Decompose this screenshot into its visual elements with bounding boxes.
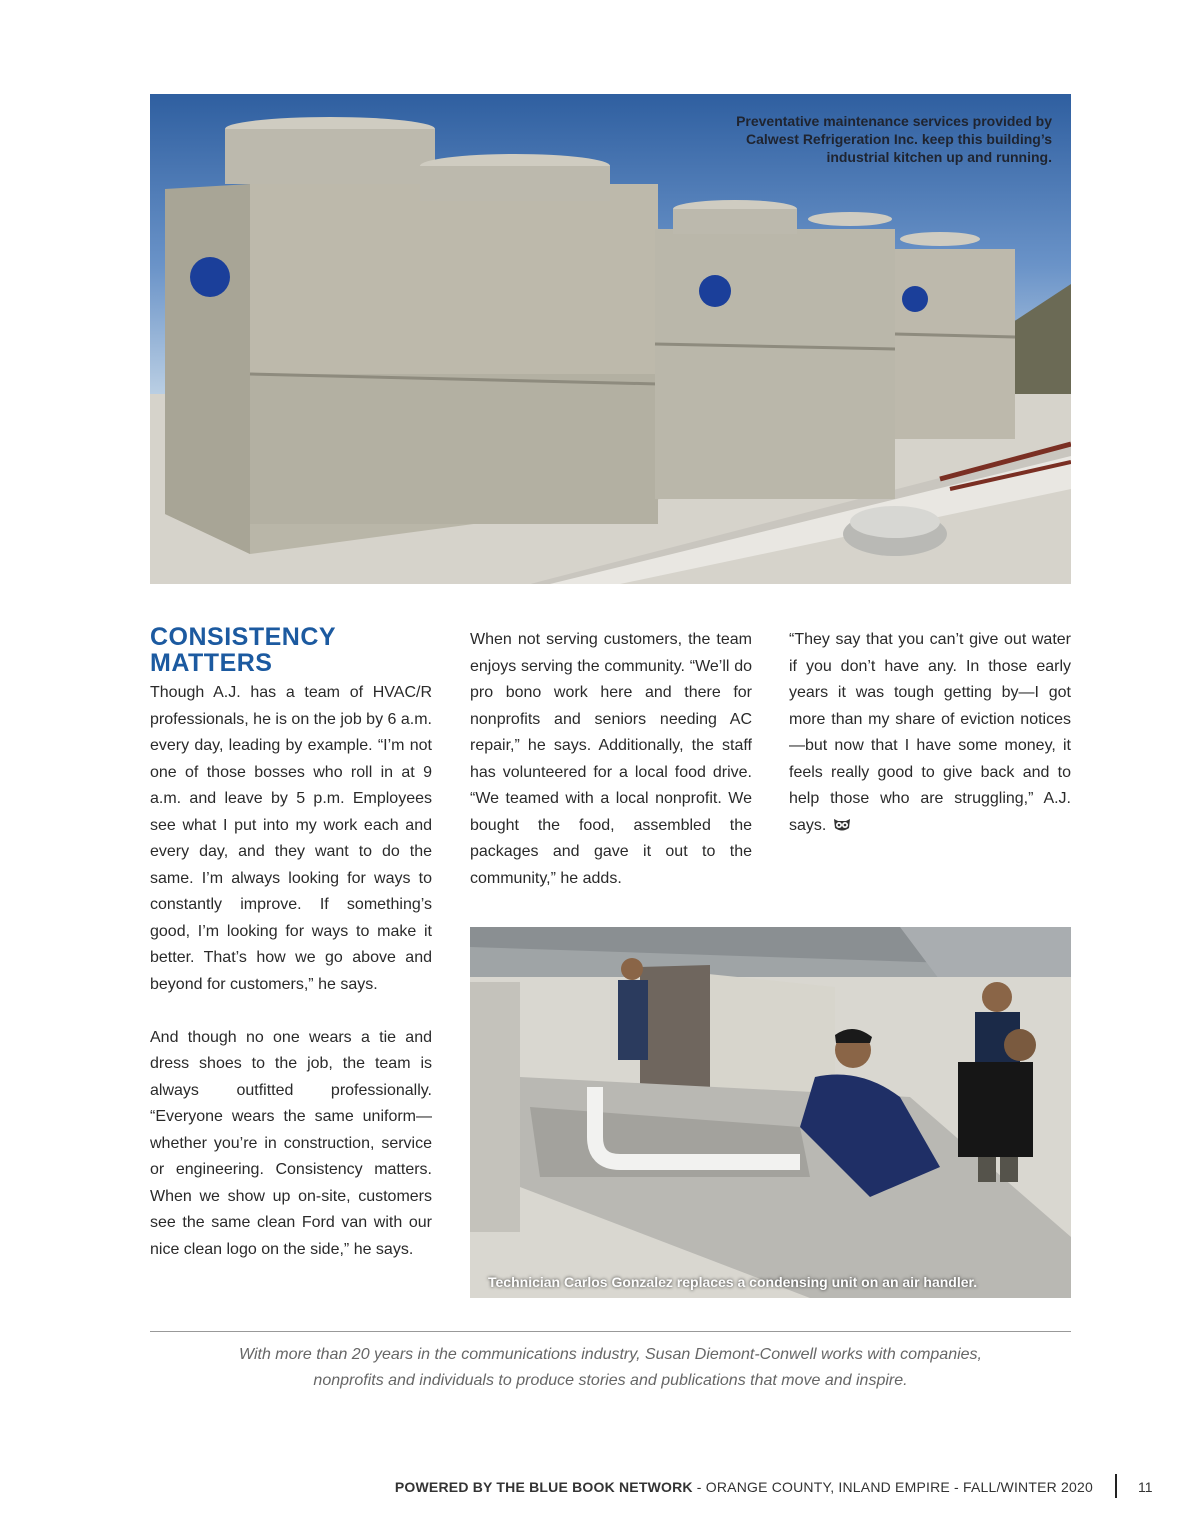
owl-end-mark-icon xyxy=(832,816,852,832)
article-column-1 xyxy=(150,680,432,1263)
footer-edition: - ORANGE COUNTY, INLAND EMPIRE - FALL/WINTER 2020 xyxy=(692,1479,1093,1495)
author-bio xyxy=(150,1342,1071,1394)
paragraph: Though A.J. has a team of HVAC/R professionals, he is on the job by 6 a.m. every day, leading by example. “I’m not one of those bosses who roll in at 9 a.m. and leave by 5 p.m. Employees see what I put into my work each and every day, and they want to do the same. I’m always looking for ways to constantly improve. If something’s good, I’m looking for ways to make it better. That’s how we go above and beyond for customers,” he says. xyxy=(150,684,432,993)
bottom-photo-caption: Technician Carlos Gonzalez replaces a condensing unit on an air handler. xyxy=(488,1274,978,1290)
cooling-towers-illustration xyxy=(150,94,1071,584)
section-heading: CONSISTENCY MATTERS xyxy=(150,623,336,677)
cooling-towers-photo xyxy=(150,94,1071,584)
footer-separator xyxy=(1115,1474,1117,1498)
footer-brand: POWERED BY THE BLUE BOOK NETWORK xyxy=(394,1479,693,1495)
article-column-2 xyxy=(470,627,752,892)
paragraph: When not serving customers, the team enjoys serving the community. “We’ll do pro bono work here and there for nonprofits and seniors needing AC repair,” he says. Additionally, the staff has volunteered for a local food drive. “We teamed with a local nonprofit. We bought the food, assembled the packages and gave it out to the community,” he adds. xyxy=(470,631,752,887)
technician-photo xyxy=(470,927,1071,1298)
top-photo-caption: Preventative maintenance services provided by Calwest Refrigeration Inc. keep this building’s industrial kitchen up and running. xyxy=(736,113,1052,165)
divider xyxy=(150,1331,1071,1332)
author-bio-line: nonprofits and individuals to produce stories and publications that move and inspire. xyxy=(313,1372,908,1389)
article-column-3 xyxy=(789,627,1071,839)
paragraph xyxy=(789,627,1071,839)
page-number: 11 xyxy=(1138,1479,1153,1495)
paragraph-text: “They say that you can’t give out water if you don’t have any. In those early years it was tough getting by—I got more than my share of eviction notices—but now that I have some money, it feels really good to give back and to help those who are struggling,” A.J. says. xyxy=(789,631,1071,834)
page-footer xyxy=(395,1479,1093,1495)
author-bio-line: With more than 20 years in the communications industry, Susan Diemont-Conwell works with companies, xyxy=(239,1346,982,1363)
paragraph: And though no one wears a tie and dress shoes to the job, the team is always outfitted professionally. “Everyone wears the same uniform—whether you’re in construction, service or engineering. Consistency matters. When we show up on-site, customers see the same clean Ford van with our nice clean logo on the side,” he says. xyxy=(150,1028,432,1258)
technician-illustration xyxy=(470,927,1071,1298)
